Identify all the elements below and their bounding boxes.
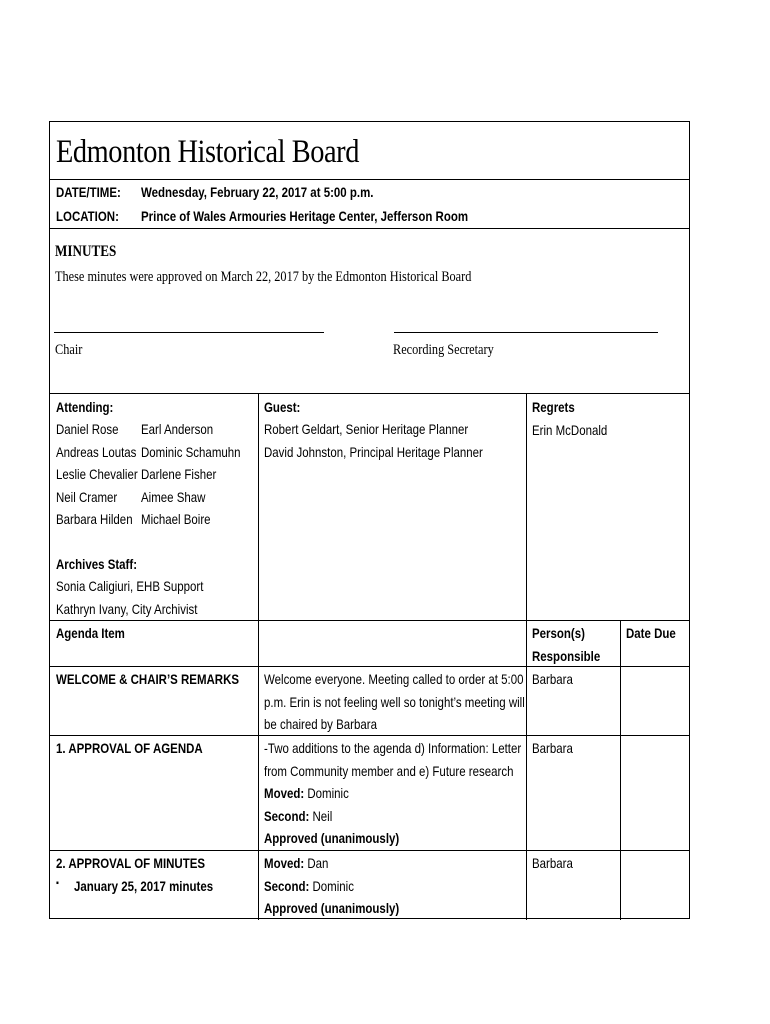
guest-name: Robert Geldart, Senior Heritage Planner (264, 421, 469, 437)
moved-line (264, 852, 399, 875)
column-divider (258, 393, 259, 920)
attendee-name: Aimee Shaw (141, 488, 206, 505)
agenda-item-welcome: WELCOME & CHAIR’S REMARKS (56, 671, 240, 687)
moved-value: Dan (304, 855, 329, 871)
minutes-heading: MINUTES (55, 243, 117, 260)
divider (50, 850, 689, 851)
moved-value: Dominic (304, 785, 349, 802)
column-divider (620, 620, 621, 920)
moved-line (264, 782, 521, 805)
person-responsible: Barbara (532, 855, 573, 871)
agenda-item-header: Agenda Item (56, 625, 125, 641)
divider (50, 620, 689, 621)
agenda-notes-approval-agenda (264, 737, 521, 850)
attendee-name: Andreas Loutas (56, 443, 137, 460)
regrets-name: Erin McDonald (532, 422, 608, 438)
approved-line: Approved (unanimously) (264, 830, 400, 847)
chair-label: Chair (55, 342, 83, 358)
note-line: Welcome everyone. Meeting called to order at 5:00 (264, 671, 524, 687)
person-responsible: Barbara (532, 671, 573, 687)
bullet-icon: ▪ (56, 878, 59, 889)
location-label: LOCATION: (56, 208, 119, 224)
guest-list (264, 418, 483, 463)
approved-line: Approved (unanimously) (264, 900, 400, 917)
divider (50, 179, 689, 180)
archives-staff-name: Kathryn Ivany, City Archivist (56, 600, 198, 617)
note-line: be chaired by Barbara (264, 716, 377, 733)
guest-heading: Guest: (264, 399, 301, 415)
agenda-item-approval-minutes: 2. APPROVAL OF MINUTES (56, 855, 206, 871)
second-label: Second: (264, 807, 310, 824)
datetime-value: Wednesday, February 22, 2017 at 5:00 p.m. (141, 184, 374, 200)
divider (50, 228, 689, 229)
second-label: Second: (264, 877, 310, 894)
regrets-heading: Regrets (532, 399, 575, 415)
chair-signature-line (54, 332, 324, 333)
attending-list-col1 (56, 418, 138, 531)
person-header-line: Responsible (532, 647, 601, 664)
attendee-name: Neil Cramer (56, 488, 118, 505)
moved-label: Moved: (264, 785, 305, 802)
note-line: from Community member and e) Future research (264, 762, 514, 779)
agenda-notes-approval-minutes (264, 852, 399, 920)
divider (50, 393, 689, 394)
document-title: Edmonton Historical Board (56, 134, 359, 170)
archives-list (56, 575, 203, 620)
moved-label: Moved: (264, 855, 305, 871)
divider (50, 666, 689, 667)
datetime-label: DATE/TIME: (56, 184, 121, 200)
archives-heading: Archives Staff: (56, 556, 138, 572)
attending-list-col2 (141, 418, 241, 531)
attendee-name: Leslie Chevalier (56, 466, 138, 483)
attendee-name: Dominic Schamuhn (141, 443, 241, 460)
attendee-name: Darlene Fisher (141, 466, 217, 483)
agenda-notes-welcome (264, 668, 525, 736)
divider (50, 735, 689, 736)
secretary-signature-line (394, 332, 658, 333)
attendee-name: Barbara Hilden (56, 511, 133, 528)
archives-staff-name: Sonia Caligiuri, EHB Support (56, 578, 204, 594)
second-value: Neil (309, 807, 333, 824)
person-responsible: Barbara (532, 740, 573, 756)
attendee-name: Daniel Rose (56, 421, 119, 437)
second-line (264, 875, 399, 898)
minutes-document (49, 121, 690, 919)
person-header-line: Person(s) (532, 625, 585, 641)
agenda-item-approval-agenda: 1. APPROVAL OF AGENDA (56, 740, 203, 756)
date-due-header: Date Due (626, 625, 676, 641)
agenda-sub-item: January 25, 2017 minutes (74, 878, 214, 894)
guest-name: David Johnston, Principal Heritage Planner (264, 443, 483, 460)
approval-note: These minutes were approved on March 22, 2017 by the Edmonton Historical Board (55, 269, 472, 285)
person-responsible-header (532, 622, 600, 667)
location-value: Prince of Wales Armouries Heritage Center, Jefferson Room (141, 208, 469, 224)
secretary-label: Recording Secretary (393, 342, 494, 358)
attending-heading: Attending: (56, 399, 114, 415)
second-line (264, 805, 521, 828)
attendee-name: Michael Boire (141, 511, 211, 528)
attendee-name: Earl Anderson (141, 421, 214, 437)
note-line: -Two additions to the agenda d) Information: Letter (264, 740, 522, 756)
note-line: p.m. Erin is not feeling well so tonight’s meeting will (264, 693, 525, 710)
column-divider (526, 393, 527, 920)
second-value: Dominic (309, 877, 354, 894)
